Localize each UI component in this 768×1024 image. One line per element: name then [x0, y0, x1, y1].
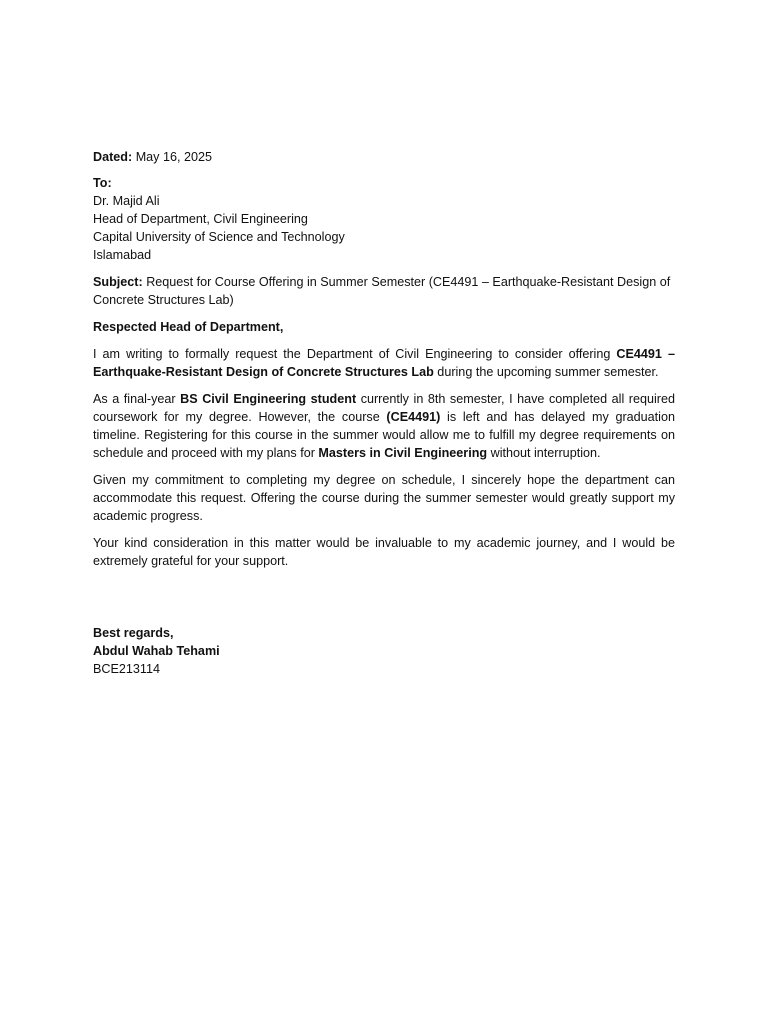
subject-label: Subject:: [93, 275, 143, 289]
course-code: (CE4491): [386, 410, 441, 424]
valediction: Best regards,: [93, 626, 174, 640]
paragraph-2-text-a: As a final-year: [93, 392, 181, 406]
course-name: CE4491 – Earthquake-Resistant Design of Concrete Structures Lab: [93, 347, 675, 379]
subject-text: Request for Course Offering in Summer Semester (CE4491 – Earthquake-Resistant Design of Concrete Structures Lab): [93, 275, 671, 307]
program-name: BS Civil Engineering student: [180, 392, 357, 406]
recipient-label: To:: [93, 176, 112, 190]
recipient-title: Head of Department, Civil Engineering: [93, 212, 308, 226]
paragraph-2-text-c: is left and has delayed my graduation timeline. Registering for this course in the summer would allow me to fulfill my degree requirements on schedule and proceed with my plans for: [93, 410, 675, 460]
recipient-institution: Capital University of Science and Technology: [93, 230, 345, 244]
recipient-block: [93, 174, 675, 264]
paragraph-1: [93, 345, 675, 381]
paragraph-2-text-d: without interruption.: [487, 446, 601, 460]
paragraph-3: Given my commitment to completing my degree on schedule, I sincerely hope the department can accommodate this request. Offering the course during the summer semester would greatly support my academic progress.: [93, 473, 675, 523]
subject-line: [93, 273, 675, 309]
salutation: [93, 318, 675, 336]
date-value: May 16, 2025: [135, 150, 213, 164]
sender-id: BCE213114: [93, 662, 160, 676]
masters-program: Masters in Civil Engineering: [318, 446, 488, 460]
paragraph-1-text-end: during the upcoming summer semester.: [433, 365, 659, 379]
date-line: [93, 148, 675, 166]
paragraph-2-text-b: currently in 8th semester, I have completed all required coursework for my degree. However, the course: [93, 392, 675, 424]
recipient-city: Islamabad: [93, 248, 152, 262]
paragraph-4: Your kind consideration in this matter would be invaluable to my academic journey, and I would be extremely grateful for your support.: [93, 536, 675, 568]
paragraph-1-text: I am writing to formally request the Department of Civil Engineering to consider offering: [93, 347, 617, 361]
recipient-name: Dr. Majid Ali: [93, 194, 160, 208]
sender-name: Abdul Wahab Tehami: [93, 644, 220, 658]
date-label: Dated:: [93, 150, 133, 164]
salutation-text: Respected Head of Department,: [93, 320, 284, 334]
letter: [93, 148, 675, 678]
signature-block: [93, 624, 675, 678]
paragraph-2: [93, 390, 675, 462]
